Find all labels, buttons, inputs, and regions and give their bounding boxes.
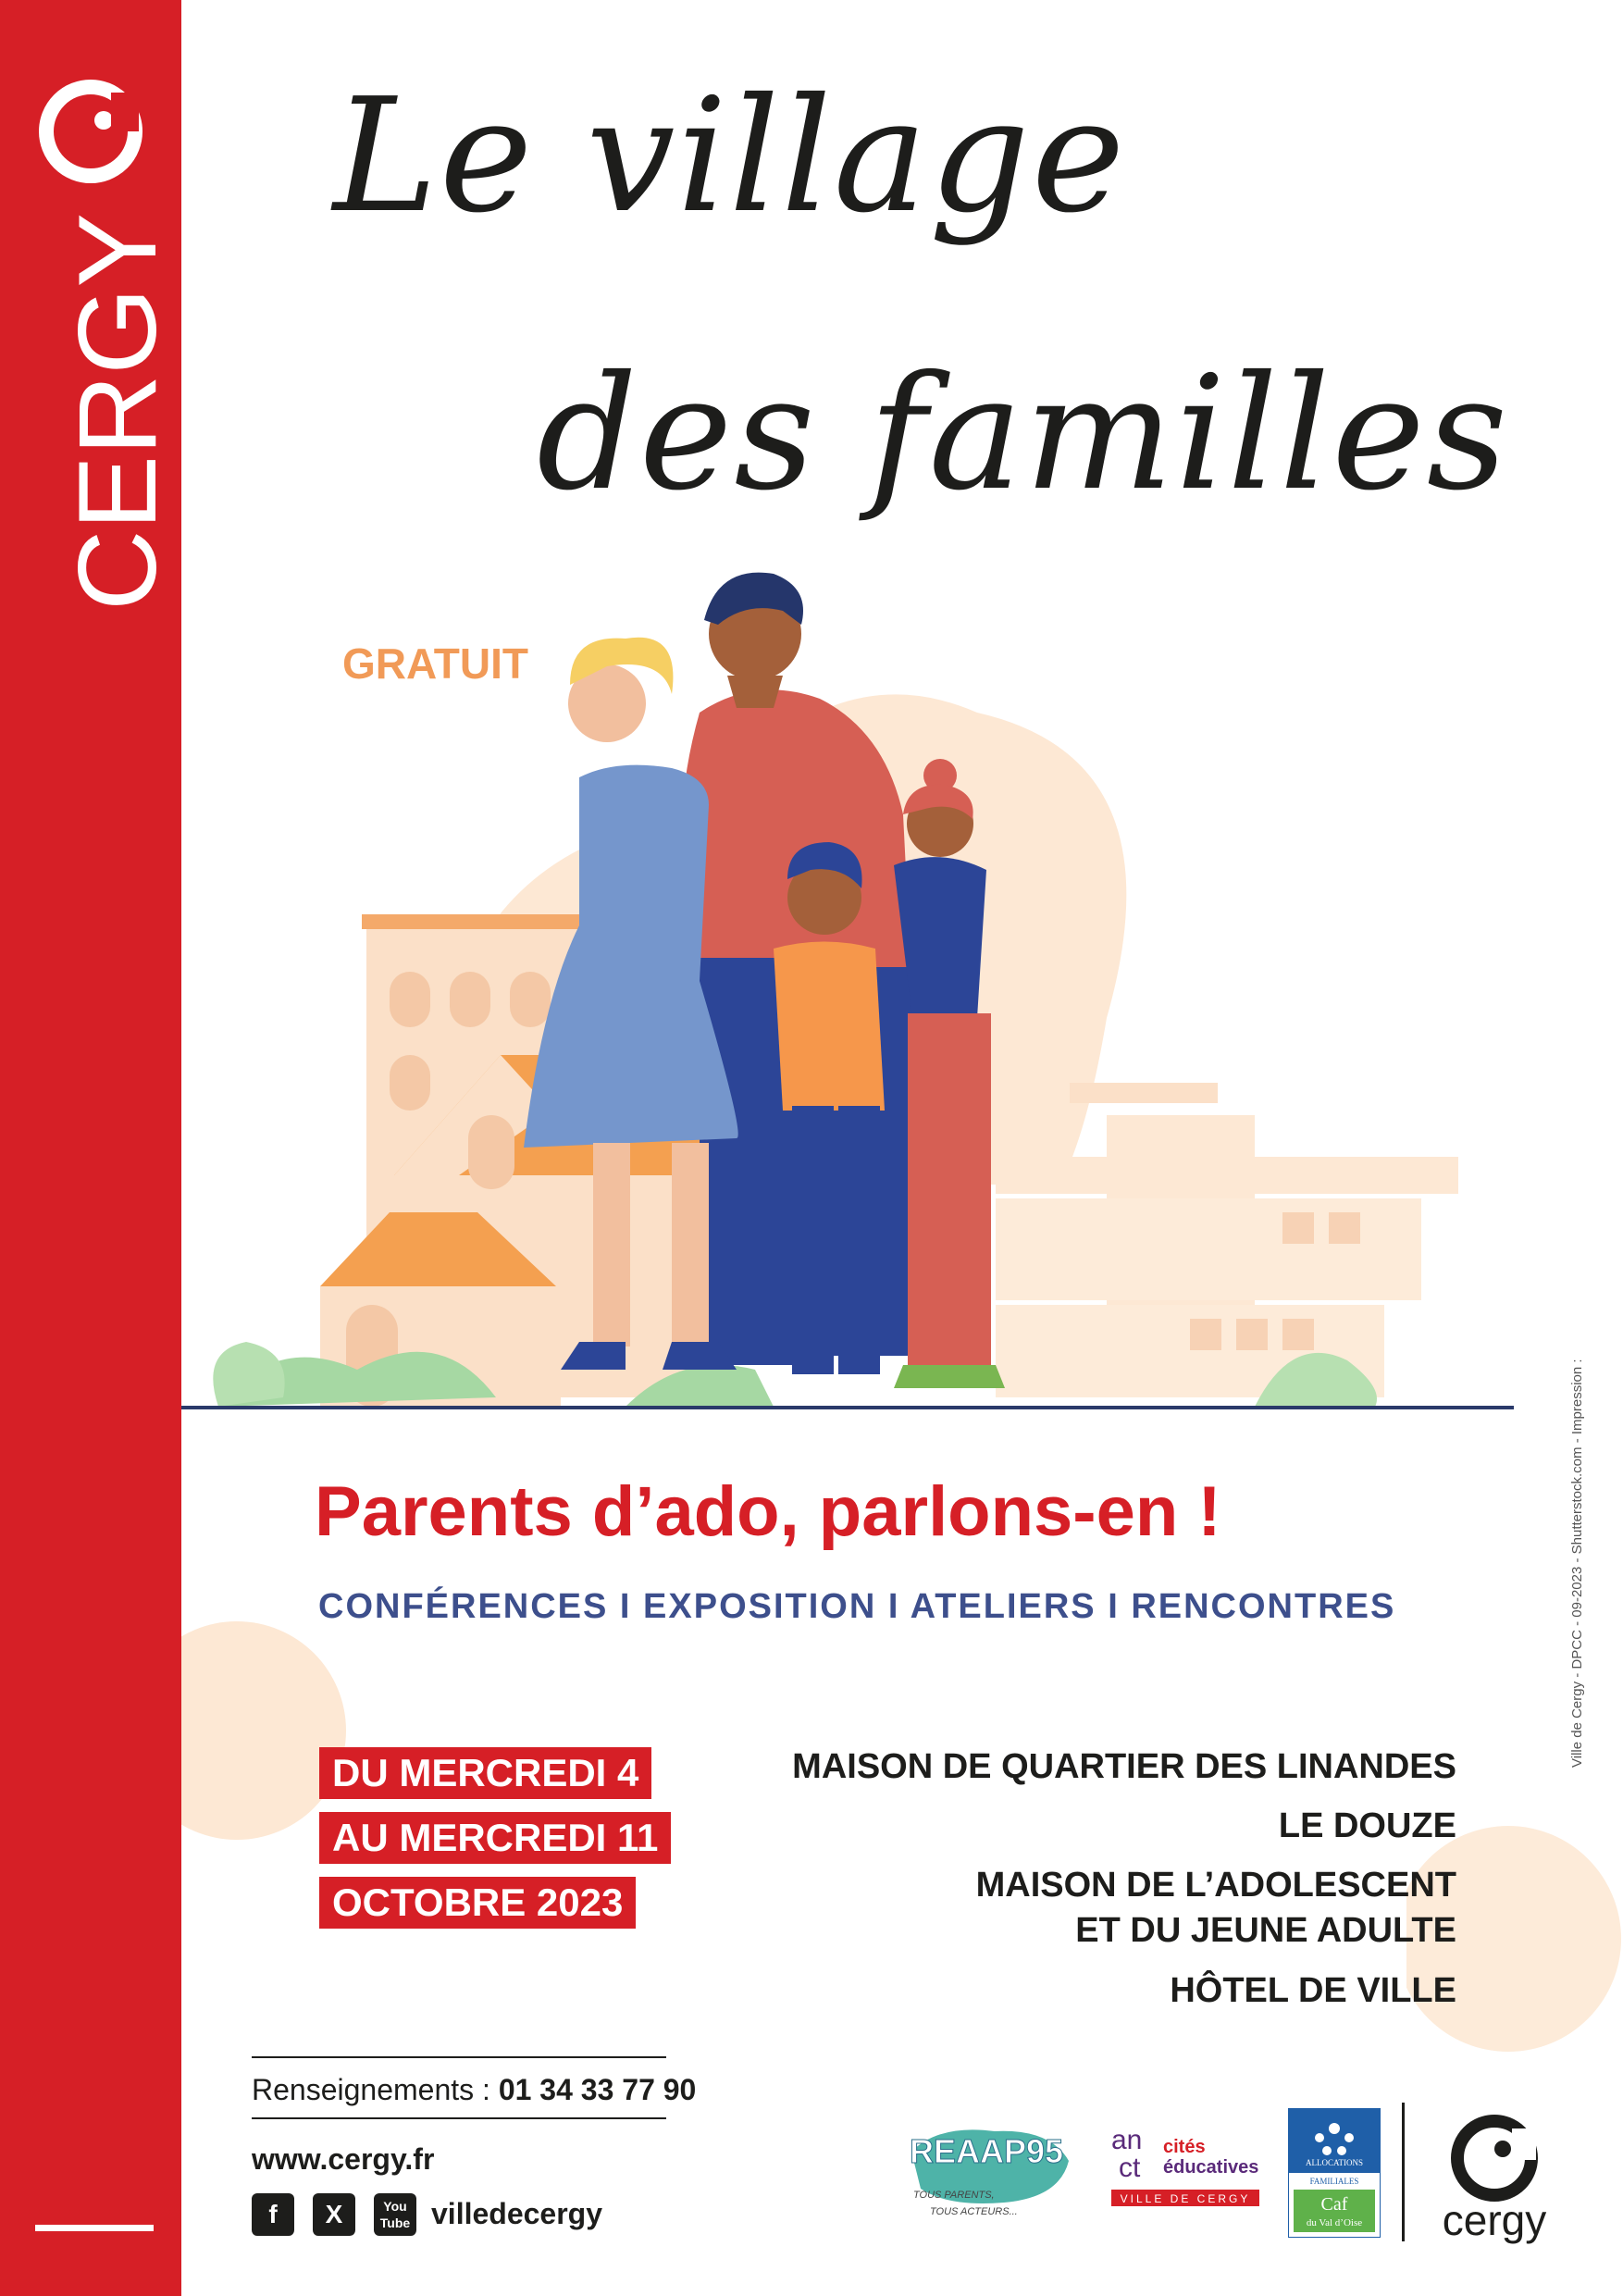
caf-line-4: du Val d’Oise bbox=[1306, 2217, 1363, 2228]
reaap95-tagline-2: TOUS ACTEURS... bbox=[930, 2206, 1018, 2217]
cergy-swirl-icon bbox=[1457, 2121, 1536, 2195]
youtube-icon[interactable]: You Tube bbox=[374, 2193, 416, 2236]
social-handle[interactable]: villedecergy bbox=[431, 2197, 602, 2230]
cergy-logo bbox=[1425, 2101, 1564, 2249]
cites-city-text: VILLE DE CERGY bbox=[1120, 2192, 1251, 2205]
caf-line-1: ALLOCATIONS bbox=[1306, 2158, 1363, 2167]
contact-rule-bottom bbox=[252, 2117, 666, 2119]
caf-line-3: Caf bbox=[1320, 2194, 1348, 2215]
facebook-icon[interactable]: f bbox=[252, 2193, 294, 2236]
reaap95-text: REAAP95 bbox=[910, 2132, 1064, 2170]
cergy-swirl-icon bbox=[46, 87, 139, 176]
sidebar-divider bbox=[35, 2225, 154, 2231]
ground-line bbox=[181, 1406, 1514, 1409]
title-line-1: Le village bbox=[333, 65, 1127, 248]
cergy-logo-text: cergy bbox=[1442, 2196, 1547, 2244]
caf-logo bbox=[1288, 2108, 1381, 2238]
educatives-text: éducatives bbox=[1163, 2157, 1259, 2178]
family-illustration bbox=[181, 537, 1514, 1416]
contact-rule-top bbox=[252, 2056, 666, 2058]
venue-maison-ado-line1: MAISON DE L’ADOLESCENT bbox=[975, 1866, 1456, 1905]
title-line-2: des familles bbox=[537, 342, 1510, 526]
cergy-vertical-logo bbox=[0, 56, 181, 611]
free-label: GRATUIT bbox=[342, 639, 529, 688]
logo-divider bbox=[1402, 2103, 1405, 2241]
activities-list: CONFÉRENCES I EXPOSITION I ATELIERS I RENCONTRES bbox=[318, 1587, 1396, 1626]
date-end: AU MERCREDI 11 bbox=[319, 1812, 671, 1864]
print-credit: Ville de Cergy - DPCC - 09-2023 - Shutterstock.com - Impression : bbox=[1569, 1359, 1585, 1768]
date-start: DU MERCREDI 4 bbox=[319, 1747, 651, 1799]
venue-hotel-de-ville: HÔTEL DE VILLE bbox=[1170, 1971, 1456, 2010]
slogan: Parents d’ado, parlons-en ! bbox=[315, 1472, 1221, 1551]
venue-le-douze: LE DOUZE bbox=[1278, 1806, 1456, 1845]
anct-top-text: an bbox=[1111, 2125, 1143, 2155]
reaap95-tagline-1: TOUS PARENTS, bbox=[913, 2190, 995, 2201]
reaap95-logo bbox=[902, 2105, 1078, 2226]
x-icon[interactable]: X bbox=[313, 2193, 355, 2236]
website-link[interactable]: www.cergy.fr bbox=[252, 2142, 435, 2176]
contact-info bbox=[252, 2073, 696, 2107]
caf-line-2: FAMILIALES bbox=[1309, 2177, 1359, 2186]
contact-phone[interactable]: 01 34 33 77 90 bbox=[498, 2073, 697, 2106]
anct-bottom-text: ct bbox=[1119, 2153, 1141, 2183]
cites-text: cités bbox=[1163, 2137, 1206, 2157]
contact-label: Renseignements : bbox=[252, 2073, 490, 2106]
cites-educatives-logo bbox=[1106, 2119, 1272, 2221]
cergy-vertical-text: CERGY bbox=[56, 216, 180, 611]
venue-linandes: MAISON DE QUARTIER DES LINANDES bbox=[792, 1747, 1456, 1786]
date-month-year: OCTOBRE 2023 bbox=[319, 1877, 636, 1929]
venue-maison-ado-line2: ET DU JEUNE ADULTE bbox=[1075, 1911, 1456, 1950]
